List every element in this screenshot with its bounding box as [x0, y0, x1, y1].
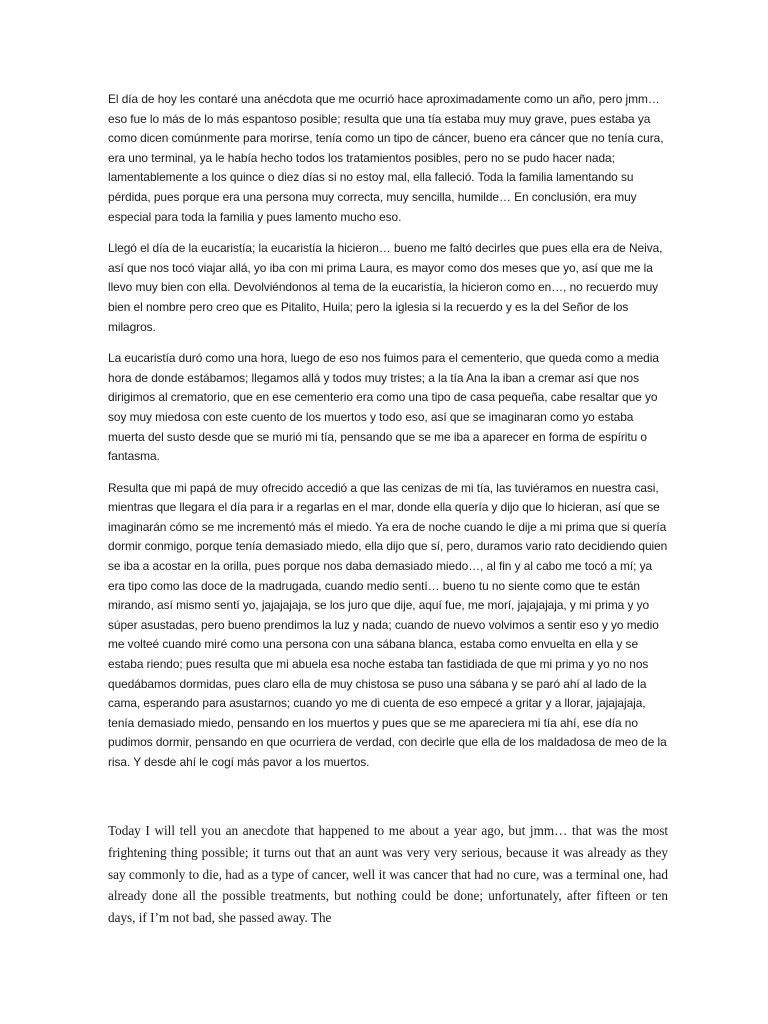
paragraph-es-2: Llegó el día de la eucaristía; la eucaristía la hicieron… bueno me faltó decirles que pues ella era de Neiva, así que nos tocó viajar allá, yo iba con mi prima Laura, es mayor como dos meses que yo, así que me la llevo muy bien con ella. Devolviéndonos al tema de la eucaristía, la hicieron como en…, no recuerdo muy bien el nombre pero creo que es Pitalito, Huila; pero la iglesia si la recuerdo y es la del Señor de los milagros.: [108, 241, 663, 334]
paragraph-es-1: El día de hoy les contaré una anécdota que me ocurrió hace aproximadamente como un año, pero jmm… eso fue lo más de lo más espantoso posible; resulta que una tía estaba muy muy grave, pues estaba ya como dicen comúnmente para morirse, tenía como un tipo de cáncer, bueno era cáncer que no tenía cura, era uno terminal, ya le había hecho todos los tratamientos posibles, pero no se pudo hacer nada; lamentablemente a los quince o diez días si no estoy mal, ella falleció. Toda la familia lamentando su pérdida, pues porque era una persona muy correcta, muy sencilla, humilde… En conclusión, era muy especial para toda la familia y pues lamento mucho eso.: [108, 92, 664, 224]
paragraph-en-1: Today I will tell you an anecdote that happened to me about a year ago, but jmm… that was the most frightening thing possible; it turns out that an aunt was very very serious, because it was already as they say commonly to die, had as a type of cancer, well it was cancer that had no cure, was a terminal one, had already done all the possible treatments, but nothing could be done; unfortunately, after fifteen or ten days, if I’m not bad, she passed away. The: [108, 823, 668, 926]
spanish-text-body: [108, 90, 668, 785]
paragraph-es-3: La eucaristía duró como una hora, luego de eso nos fuimos para el cementerio, que queda como a media hora de donde estábamos; llegamos allá y todos muy tristes; a la tía Ana la iban a cremar así que nos dirigimos al crematorio, que en ese cementerio era como una tipo de casa pequeña, cabe resaltar que yo soy muy miedosa con este cuento de los muertos y todo eso, así que se imaginaran como yo estaba muerta del susto desde que se murió mi tía, pensando que se me iba a aparecer en forma de espíritu o fantasma.: [108, 351, 659, 464]
english-text-body: [108, 820, 668, 929]
paragraph-es-4: Resulta que mi papá de muy ofrecido accedió a que las cenizas de mi tía, las tuviéramos en nuestra casi, mientras que llegara el día para ir a regarlas en el mar, donde ella quería y dijo que lo hicieran, así que se imaginarán cómo se me incrementó más el miedo. Ya era de noche cuando le dije a mi prima que si quería dormir conmigo, porque tenía demasiado miedo, ella dijo que sí, pero, duramos vario rato decidiendo quien se iba a acostar en la orilla, pues porque nos daba demasiado miedo…, al fin y al cabo me tocó a mí; ya era tipo como las doce de la madrugada, cuando medio sentí… bueno tu no siente como que te están mirando, así mismo sentí yo, jajajajaja, se los juro que dije, aquí fue, me morí, jajajajaja, y mi prima y yo súper asustadas, pero bueno prendimos la luz y nada; cuando de nuevo volvimos a sentir eso y yo medio me volteé cuando miré como una persona con una sábana blanca, estaba como envuelta en ella y se estaba riendo; pues resulta que mi abuela esa noche estaba tan fastidiada de que mi prima y yo no nos quedábamos dormidas, pues claro ella de muy chistosa se puso una sábana y se paró ahí al lado de la cama, esperando para asustarnos; cuando yo me di cuenta de eso empecé a gritar y a llorar, jajajajaja, tenía demasiado miedo, pensando en los muertos y pues que se me apareciera mi tía ahí, ese día no pudimos dormir, pensando en que ocurriera de verdad, con decirle que ella de los maldadosa de meo de la risa. Y desde ahí le cogí más pavor a los muertos.: [108, 480, 668, 769]
